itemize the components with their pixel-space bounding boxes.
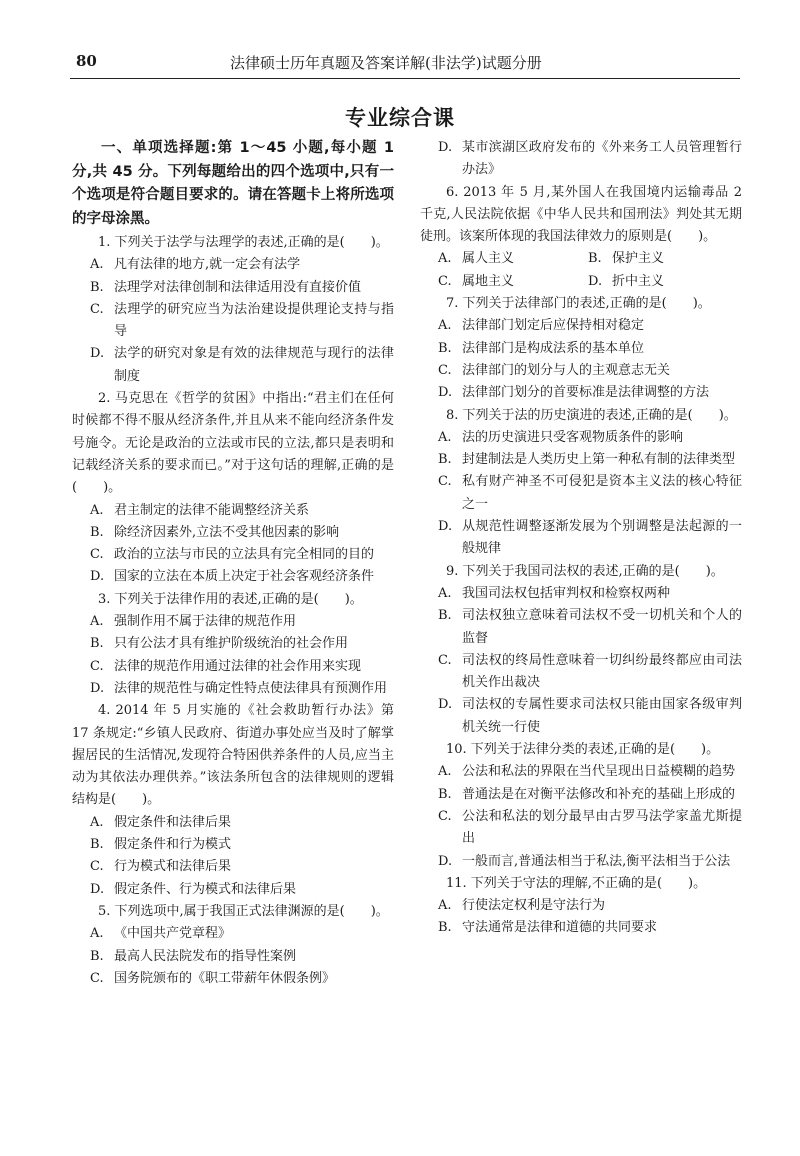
question-stem: 5. 下列选项中,属于我国正式法律渊源的是( )。 [98,903,389,919]
option-row [420,248,742,270]
header-rule [70,78,740,79]
option-letter: B. [438,452,452,468]
option-a [72,923,394,945]
question-stem: 11. 下列关于守法的理解,不正确的是( )。 [446,875,707,891]
option-letter: D. [90,881,105,897]
option-text: 从规范性调整逐渐发展为个别调整是法起源的一般规律 [462,519,742,557]
page-number: 80 [76,52,97,70]
option-b [420,917,742,939]
option-letter: D. [438,853,453,869]
option-text: 政治的立法与市民的立法具有完全相同的目的 [114,547,375,563]
question-9 [420,561,742,739]
question-stem: 10. 下列关于法律分类的表述,正确的是( )。 [446,742,720,758]
option-letter: A. [438,585,452,601]
option-a [420,895,742,917]
option-b [72,834,394,856]
option-text: 公法和私法的界限在当代呈现出日益模糊的趋势 [462,764,736,780]
option-b [420,449,742,471]
option-letter: A. [90,926,104,942]
question-6 [420,182,742,293]
option-d [420,382,742,404]
option-text: 保护主义 [612,251,665,267]
option-letter: D. [90,680,105,696]
option-letter: A. [438,251,452,267]
left-column [72,137,394,990]
option-letter: D. [588,273,603,289]
option-text: 法律部门的划分与人的主观意志无关 [462,362,671,378]
option-letter: B. [90,524,104,540]
option-d [72,343,394,388]
option-b [72,633,394,655]
option-b [420,605,742,650]
option-c [72,544,394,566]
option-letter: C. [90,970,104,986]
running-title: 法律硕士历年真题及答案详解(非法学)试题分册 [230,54,542,72]
option-text: 行为模式和法律后果 [114,859,232,875]
option-text: 国家的立法在本质上决定于社会客观经济条件 [114,569,375,585]
option-letter: D. [90,346,105,362]
option-letter: A. [90,257,104,273]
option-d [72,879,394,901]
question-8 [420,405,742,561]
section-title: 专业综合课 [345,106,455,130]
question-stem: 2. 马克思在《哲学的贫困》中指出:“君主们在任何时候都不得不服从经济条件,并且从来不能向经济条件发号施令。无论是政治的立法或市民的立法,都只是表明和记载经济关系的要求而已。”对于这句话的理解,正确的是( )。 [72,391,394,496]
option-text: 法律的规范作用通过法律的社会作用来实现 [114,658,362,674]
option-text: 司法权独立意味着司法权不受一切机关和个人的监督 [462,608,742,646]
option-text: 凡有法律的地方,就一定会有法学 [114,257,301,273]
option-text: 假定条件和法律后果 [114,814,232,830]
question-stem: 9. 下列关于我国司法权的表述,正确的是( )。 [446,563,724,579]
option-letter: C. [438,273,452,289]
option-d [72,678,394,700]
option-c [72,856,394,878]
option-text: 普通法是在对衡平法修改和补充的基础上形成的 [462,786,736,802]
option-text: 假定条件和行为模式 [114,837,232,853]
option-letter: A. [90,502,104,518]
option-letter: B. [438,608,452,624]
option-d [420,694,742,739]
right-column [420,137,742,940]
option-letter: C. [438,362,452,378]
question-stem: 8. 下列关于法的历史演进的表述,正确的是( )。 [446,407,737,423]
option-text: 我国司法权包括审判权和检察权两种 [462,585,671,601]
option-letter: A. [438,318,452,334]
option-text: 只有公法才具有维护阶级统治的社会作用 [114,636,349,652]
option-a [420,583,742,605]
option-c [72,968,394,990]
option-letter: C. [90,301,104,317]
option-text: 行使法定权利是守法行为 [462,898,606,914]
option-d [72,566,394,588]
option-letter: B. [90,636,104,652]
option-text: 法理学对法律创制和法律适用没有直接价值 [114,279,362,295]
option-text: 私有财产神圣不可侵犯是资本主义法的核心特征之一 [462,474,742,512]
option-c [72,299,394,344]
question-2 [72,388,394,589]
option-letter: D. [438,697,453,713]
option-a [438,248,588,270]
option-d [420,851,742,873]
option-a [420,315,742,337]
option-d [420,516,742,561]
option-c [420,806,742,851]
option-letter: D. [438,519,453,535]
question-11 [420,873,742,940]
question-10 [420,739,742,873]
option-letter: C. [90,658,104,674]
option-text: 某市滨湖区政府发布的《外来务工人员管理暂行办法》 [462,140,742,178]
option-row [420,271,742,293]
question-stem: 4. 2014 年 5 月实施的《社会救助暂行办法》第 17 条规定:“乡镇人民政府、街道办事处应当及时了解掌握居民的生活情况,发现符合特困供养条件的人员,应当主动为其依法办理供养。”该法条所包含的法律规则的逻辑结构是( )。 [72,703,394,808]
option-a [420,761,742,783]
option-text: 国务院颁布的《职工带薪年休假条例》 [114,970,336,986]
question-4 [72,700,394,901]
option-b [72,522,394,544]
option-b [72,946,394,968]
option-text: 司法权的终局性意味着一切纠纷最终都应由司法机关作出裁决 [462,652,742,691]
option-a [72,812,394,834]
option-text: 除经济因素外,立法不受其他因素的影响 [114,524,340,540]
question-stem: 3. 下列关于法律作用的表述,正确的是( )。 [98,591,363,607]
question-3 [72,589,394,700]
option-letter: B. [90,279,104,295]
option-c [72,656,394,678]
option-letter: A. [90,614,104,630]
option-text: 公法和私法的划分最早由古罗马法学家盖尤斯提出 [462,808,742,847]
option-letter: C. [438,652,452,668]
option-text: 最高人民法院发布的指导性案例 [114,948,297,964]
option-b [72,277,394,299]
option-text: 法的历史演进只受客观物质条件的影响 [462,429,684,445]
option-letter: A. [438,429,452,445]
option-b [420,338,742,360]
option-letter: A. [90,814,104,830]
option-text: 封建制法是人类历史上第一种私有制的法律类型 [462,452,736,468]
option-letter: A. [438,764,452,780]
option-letter: C. [438,474,452,490]
option-b [420,784,742,806]
option-text: 君主制定的法律不能调整经济关系 [114,502,310,518]
option-letter: B. [90,837,104,853]
option-text: 《中国共产党章程》 [114,926,232,942]
option-letter: B. [438,920,452,936]
option-text: 强制作用不属于法律的规范作用 [114,614,297,630]
option-c [420,650,742,695]
option-letter: B. [90,948,104,964]
option-text: 一般而言,普通法相当于私法,衡平法相当于公法 [462,853,731,869]
option-text: 属人主义 [462,251,515,267]
option-text: 属地主义 [462,273,515,289]
option-text: 法学的研究对象是有效的法律规范与现行的法律制度 [114,346,394,384]
option-a [420,427,742,449]
question-stem: 7. 下列关于法律部门的表述,正确的是( )。 [446,296,711,312]
option-text: 法律部门划定后应保持相对稳定 [462,318,645,334]
option-c [420,360,742,382]
option-letter: C. [438,808,452,824]
option-a [72,254,394,276]
option-text: 法律部门是构成法系的基本单位 [462,340,645,356]
option-letter: A. [438,898,452,914]
question-1 [72,232,394,388]
option-letter: D. [438,140,453,155]
option-letter: C. [90,859,104,875]
option-a [72,611,394,633]
section-heading: 一、单项选择题:第 1～45 小题,每小题 1 分,共 45 分。下列每题给出的四个选项中,只有一个选项是符合题目要求的。请在答题卡上将所选项的字母涂黑。 [72,140,394,227]
option-letter: D. [90,569,105,585]
question-stem: 1. 下列关于法学与法理学的表述,正确的是( )。 [98,235,389,250]
option-text: 假定条件、行为模式和法律后果 [114,881,297,897]
option-d [420,137,742,182]
question-7 [420,293,742,404]
option-a [72,500,394,522]
option-text: 法律部门划分的首要标准是法律调整的方法 [462,385,710,401]
option-c [438,271,588,293]
option-letter: B. [438,340,452,356]
option-text: 折中主义 [612,273,665,289]
option-d [588,271,738,293]
option-text: 法律的规范性与确定性特点使法律具有预测作用 [114,680,388,696]
option-b [588,248,738,270]
option-text: 司法权的专属性要求司法权只能由国家各级审判机关统一行使 [462,697,742,735]
option-text: 法理学的研究应当为法治建设提供理论支持与指导 [114,301,394,340]
question-stem: 6. 2013 年 5 月,某外国人在我国境内运输毒品 2 千克,人民法院依据《中华人民共和国刑法》判处其无期徒刑。该案所体现的我国法律效力的原则是( )。 [420,184,742,245]
option-text: 守法通常是法律和道德的共同要求 [462,920,658,936]
option-letter: B. [438,786,452,802]
question-5 [72,901,394,990]
option-letter: D. [438,385,453,401]
option-c [420,471,742,516]
option-letter: B. [588,251,602,267]
option-letter: C. [90,547,104,563]
